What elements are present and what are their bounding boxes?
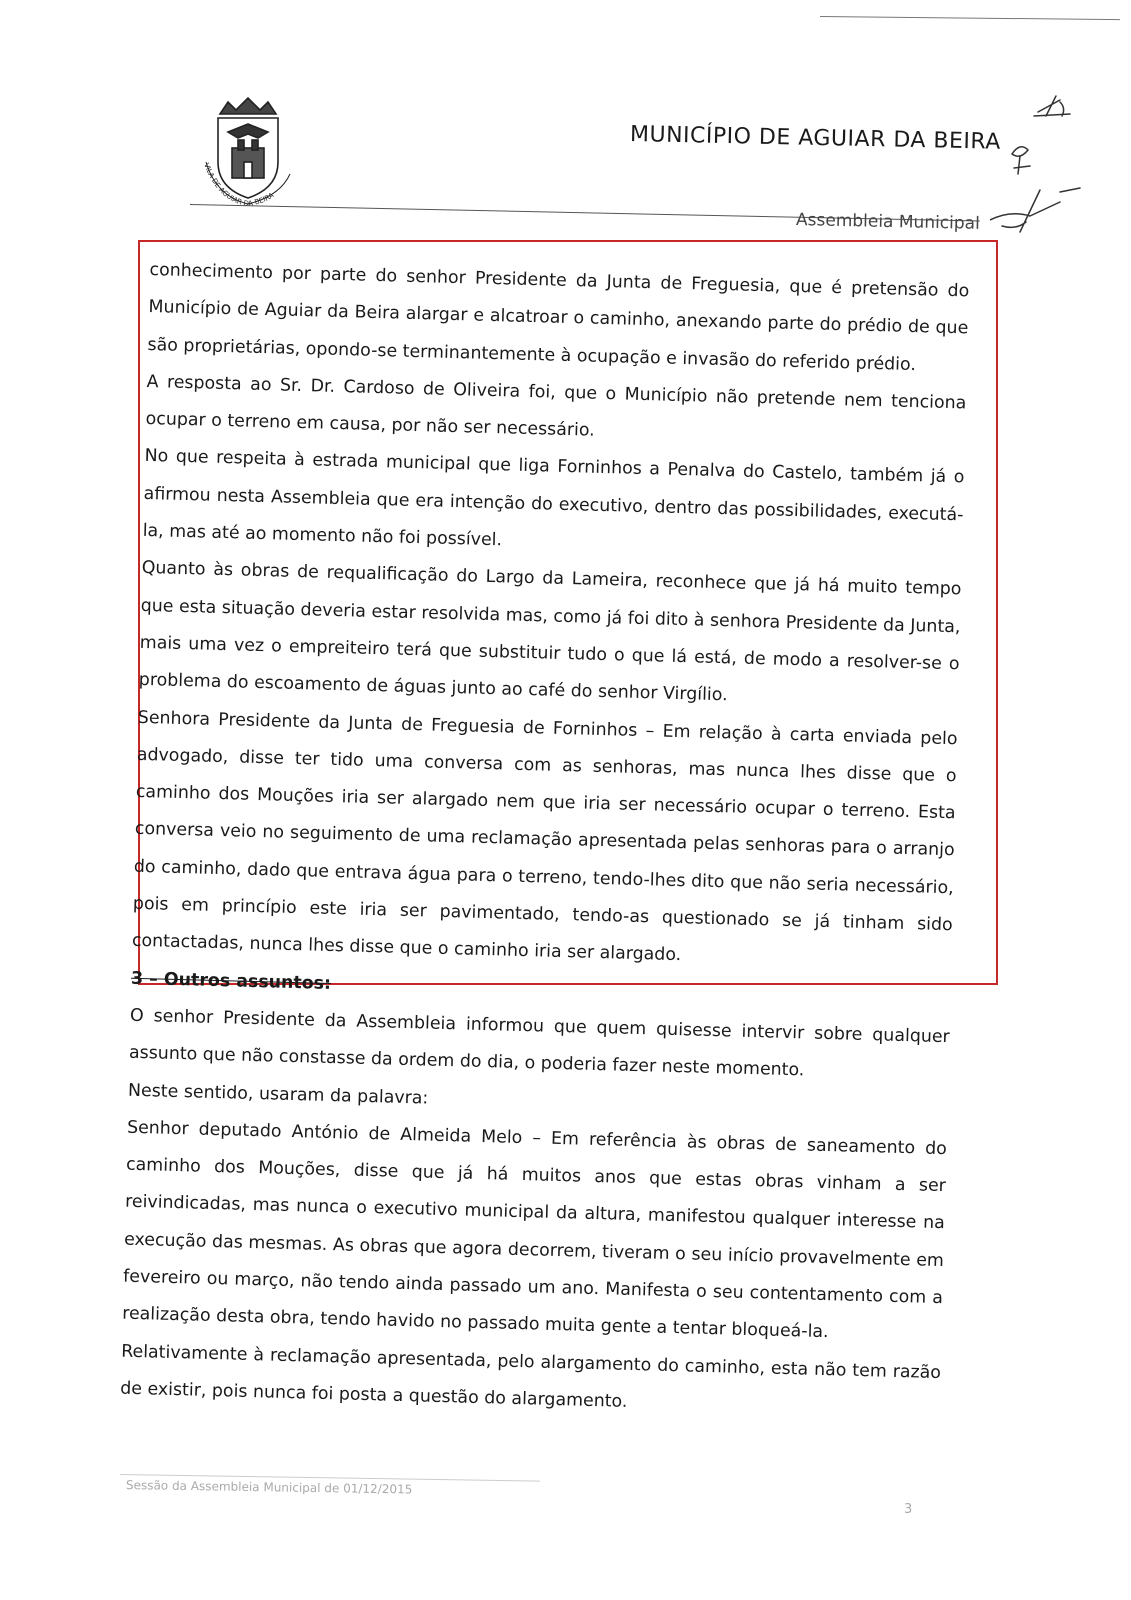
section-paragraph-3: Senhor deputado António de Almeida Melo – Em referência às obras de saneamento do caminho dos Mouções, disse que já há muitos anos que estas obras vinham a ser reivindicadas, mas nunca o executivo municipal da altura, manifestou qualquer interesse na execução das mesmas. As obras que agora decorrem, tiveram o seu início provavelmente em fevereiro ou março, não tendo ainda passado um ano. Manifesta o seu contentamento com a realização desta obra, tendo havido no passado muita gente a tentar bloqueá-la.	[121, 1117, 948, 1343]
section-heading: 3 – Outros assuntos:	[130, 968, 332, 994]
paragraph-4: Quanto às obras de requalificação do Largo da Lameira, reconhece que já há muito tempo que esta situação deveria estar resolvida mas, como já foi dito à senhora Presidente da Junta, mais uma vez o empreiteiro terá que substituir tudo o que lá está, de modo a resolver-se o problema do escoamento de águas junto ao café do senhor Virgílio.	[138, 558, 962, 706]
paragraph-2: A resposta ao Sr. Dr. Cardoso de Oliveira foi, que o Município não pretende nem tenciona ocupar o terreno em causa, por não ser necessário.	[145, 371, 967, 441]
crest-caption: VILA DE AGUIAR DA BEIRA	[202, 161, 276, 209]
minutes-body	[120, 252, 970, 1429]
section-paragraph-1: O senhor Presidente da Assembleia informou que quem quisesse intervir sobre qualquer assunto que não constasse da ordem do dia, o poderia fazer neste momento.	[128, 1005, 950, 1081]
handwritten-initials-icon	[990, 92, 1110, 242]
session-footer: Sessão da Assembleia Municipal de 01/12/2015	[125, 1478, 413, 1497]
municipality-title: MUNICÍPIO DE AGUIAR DA BEIRA	[629, 122, 1002, 155]
top-edge-line	[820, 16, 1120, 20]
assembly-subtitle: Assembleia Municipal	[795, 210, 980, 234]
section-paragraph-2: Neste sentido, usaram da palavra:	[127, 1080, 429, 1109]
paragraph-5: Senhora Presidente da Junta de Freguesia de Forninhos – Em relação à carta enviada pelo advogado, disse ter tido uma conversa com as senhoras, mas nunca lhes disse que o caminho dos Mouções iria ser alargado nem que iria ser necessário ocupar o terreno. Esta conversa veio no seguimento de uma reclamação apresentada pelas senhoras para o arranjo do caminho, dado que entrava água para o terreno, tendo-lhes dito que não seria necessário, pois em princípio este iria ser pavimentado, tendo-as questionado se já tinham sido contactadas, nunca lhes disse que o caminho iria ser alargado.	[131, 707, 958, 966]
municipal-crest-icon	[198, 92, 298, 210]
page-number: 3	[904, 1502, 913, 1517]
paragraph-1: conhecimento por parte do senhor Presidente da Junta de Freguesia, que é pretensão do Município de Aguiar da Beira alargar e alcatroar o caminho, anexando parte do prédio de que são proprietárias, opondo-se terminantemente à ocupação e invasão do referido prédio.	[147, 259, 970, 375]
paragraph-3: No que respeita à estrada municipal que liga Forninhos a Penalva do Castelo, também já o afirmou nesta Assembleia que era intenção do executivo, dentro das possibilidades, executá-la, mas até ao momento não foi possível.	[142, 446, 965, 551]
section-paragraph-4: Relativamente à reclamação apresentada, pelo alargamento do caminho, esta não tem razão de existir, pois nunca foi posta a questão do alargamento.	[119, 1341, 942, 1412]
